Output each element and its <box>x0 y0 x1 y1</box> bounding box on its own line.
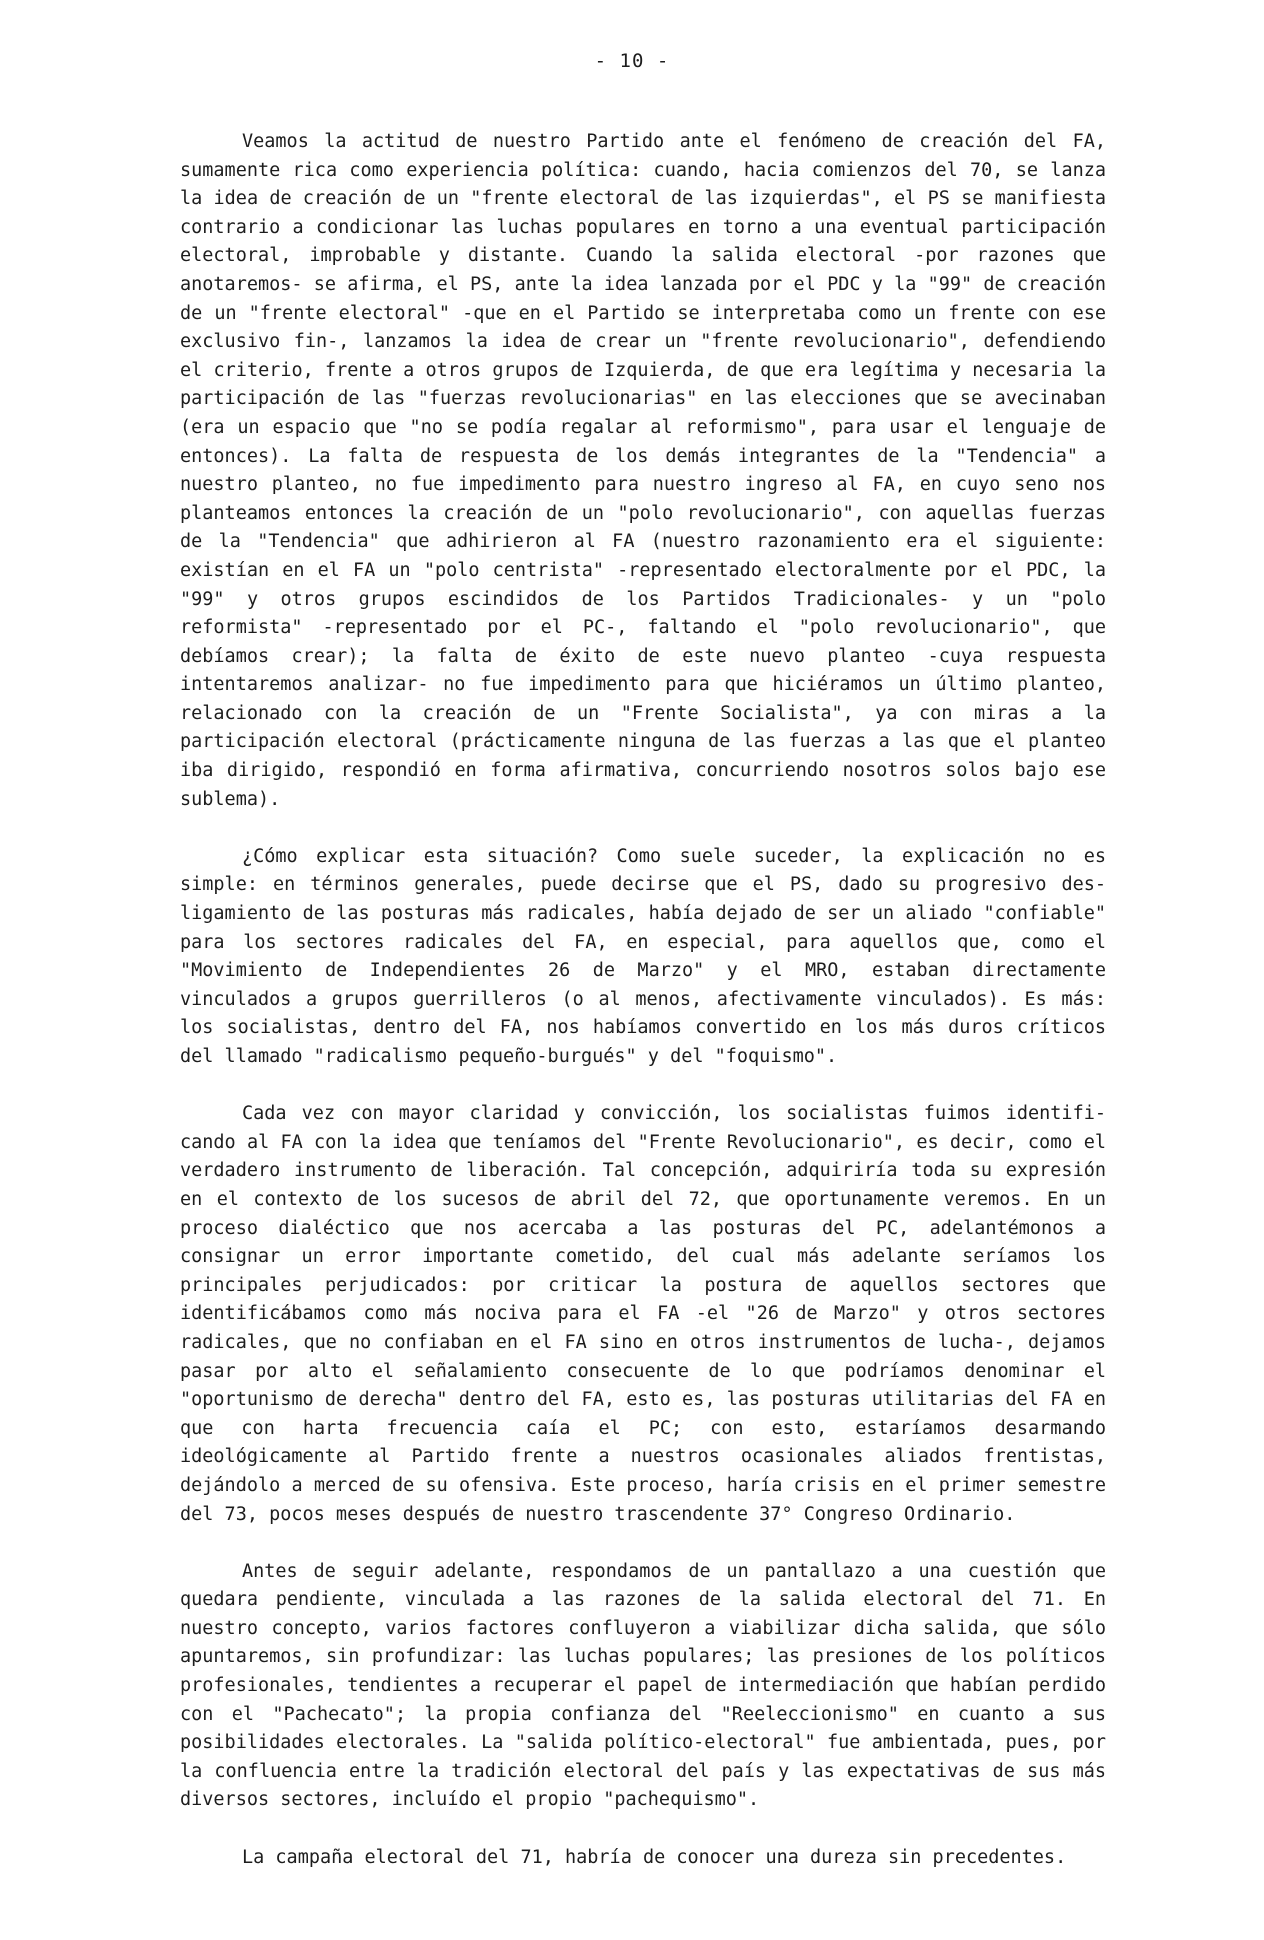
paragraph-campana-electoral: La campaña electoral del 71, habría de conocer una dureza sin precedentes. <box>242 1846 1067 1868</box>
paragraph-salida-electoral: Antes de seguir adelante, respondamos de un pantallazo a una cuestión que quedara pendiente, vinculada a las razones de la salida electoral del 71. En nuestro concepto, varios factores confluyeron a viabilizar dicha salida, que sólo apuntaremos, sin profundizar: las luchas populares; las presiones de los políticos profesionales, tendientes a recuperar el papel de intermediación que habían perdido con el "Pachecato"; la propia confianza del "Reeleccionismo" en cuanto a sus posibilidades electorales. La "salida político-electoral" fue ambientada, pues, por la confluencia entre la tradición electoral del país y las expectativas de sus más diversos sectores, incluído el propio "pachequismo". <box>180 1560 1106 1811</box>
paragraph-frente-revolucionario: Cada vez con mayor claridad y convicción, los socialistas fuimos identificando al FA con la idea que teníamos del "Frente Revolucionario", es decir, como el verdadero instrumento de liberación. Tal concepción, adquiriría toda su expresión en el contexto de los sucesos de abril del 72, que oportunamente veremos. En un proceso dialéctico que nos acercaba a las posturas del PC, adelantémonos a consignar un error importante cometido, del cual más adelante seríamos los principales perjudicados: por criticar la postura de aquellos sectores que identificábamos como más nociva para el FA -el "26 de Marzo" y otros sectores radicales, que no confiaban en el FA sino en otros instrumentos de lucha-, dejamos pasar por alto el señalamiento consecuente de lo que podríamos denominar el "oportunismo de derecha" dentro del FA, esto es, las posturas utilitarias del FA en que con harta frecuencia caía el PC; con esto, estaríamos desarmando ideológicamente al Partido frente a nuestros ocasionales aliados frentistas, dejándolo a merced de su ofensiva. Este proceso, haría crisis en el primer semestre del 73, pocos meses después de nuestro trascendente 37° Congreso Ordinario. <box>180 1103 1106 1525</box>
body-text <box>180 128 1106 1872</box>
page-number: - 10 - <box>594 50 670 72</box>
paragraph-como-explicar: ¿Cómo explicar esta situación? Como suele suceder, la explicación no es simple: en términos generales, puede decirse que el PS, dado su progresivo desligamiento de las posturas más radicales, había dejado de ser un aliado "confiable" para los sectores radicales del FA, en especial, para aquellos que, como el "Movimiento de Independientes 26 de Marzo" y el MRO, estaban directamente vinculados a grupos guerrilleros (o al menos, afectivamente vinculados). Es más: los socialistas, dentro del FA, nos habíamos convertido en los más duros críticos del llamado "radicalismo pequeño-burgués" y del "foquismo". <box>180 845 1106 1067</box>
paragraph-frente-amplio-origins: Veamos la actitud de nuestro Partido ante el fenómeno de creación del FA, sumamente rica como experiencia política: cuando, hacia comienzos del 70, se lanza la idea de creación de un "frente electoral de las izquierdas", el PS se manifiesta contrario a condicionar las luchas populares en torno a una eventual participación electoral, improbable y distante. Cuando la salida electoral -por razones que anotaremos- se afirma, el PS, ante la idea lanzada por el PDC y la "99" de creación de un "frente electoral" -que en el Partido se interpretaba como un frente con ese exclusivo fin-, lanzamos la idea de crear un "frente revolucionario", defendiendo el criterio, frente a otros grupos de Izquierda, de que era legítima y necesaria la participación de las "fuerzas revolucionarias" en las elecciones que se avecinaban (era un espacio que "no se podía regalar al reformismo", para usar el lenguaje de entonces). La falta de respuesta de los demás integrantes de la "Tendencia" a nuestro planteo, no fue impedimento para nuestro ingreso al FA, en cuyo seno nos planteamos entonces la creación de un "polo revolucionario", con aquellas fuerzas de la "Tendencia" que adhirieron al FA (nuestro razonamiento era el siguiente: existían en el FA un "polo centrista" -representado electoralmente por el PDC, la "99" y otros grupos escindidos de los Partidos Tradicionales- y un "polo reformista" -representado por el PC-, faltando el "polo revolucionario", que debíamos crear); la falta de éxito de este nuevo planteo -cuya respuesta intentaremos analizar- no fue impedimento para que hiciéramos un último planteo, relacionado con la creación de un "Frente Socialista", ya con miras a la participación electoral (prácticamente ninguna de las fuerzas a las que el planteo iba dirigido, respondió en forma afirmativa, concurriendo nosotros solos bajo ese sublema). <box>180 131 1106 810</box>
